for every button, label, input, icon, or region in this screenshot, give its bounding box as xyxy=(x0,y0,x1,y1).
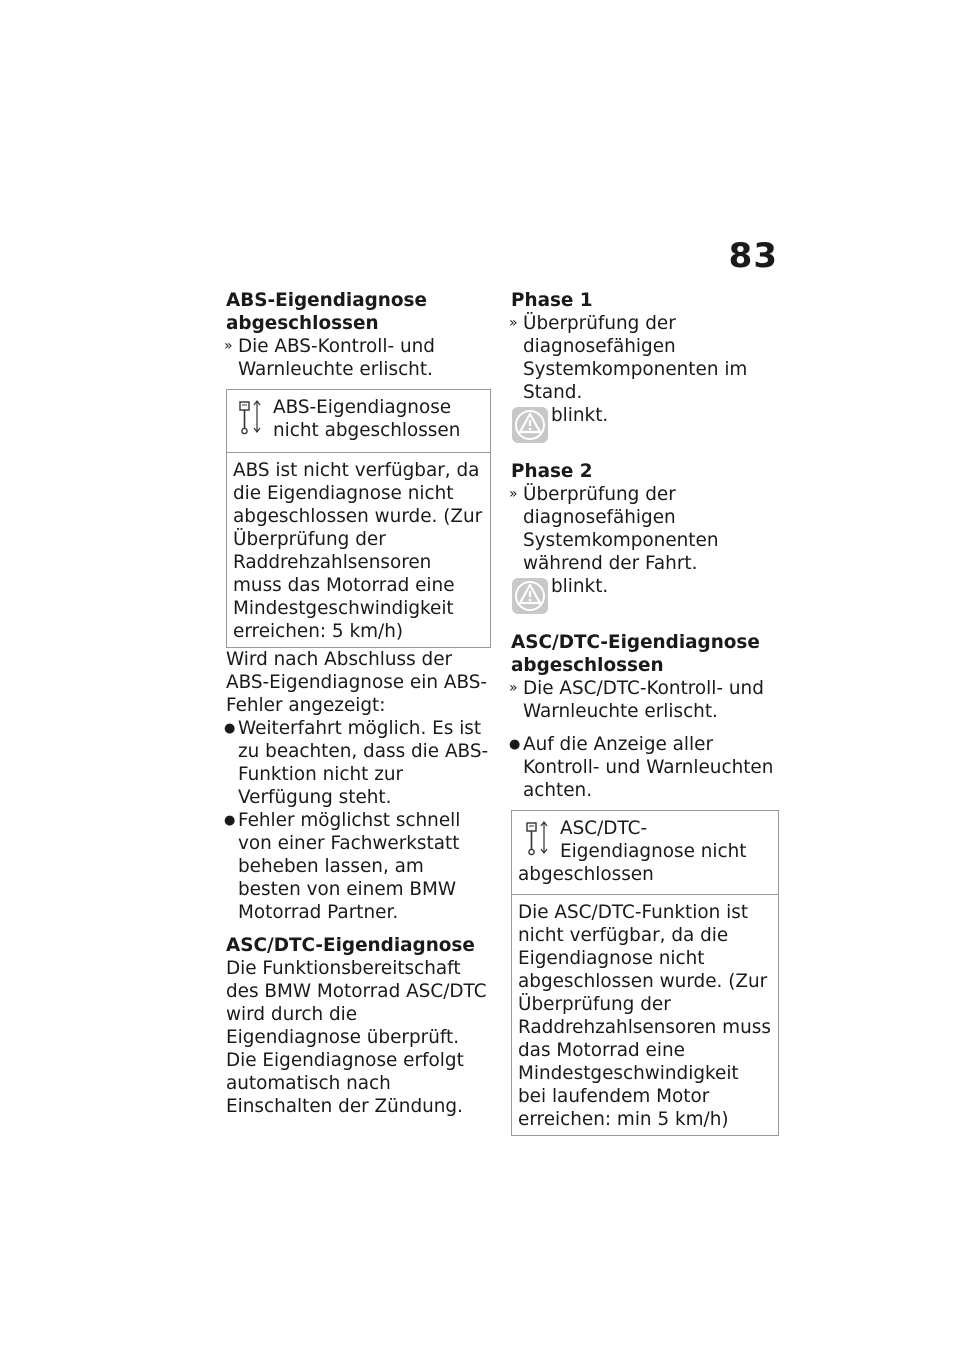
bullet-icon: ● xyxy=(224,813,236,828)
right-column xyxy=(511,289,781,1136)
abs-box-header xyxy=(227,390,490,453)
asc-bullet xyxy=(511,733,781,802)
asc-diagnosis-heading: ASC/DTC-Eigendiagnose xyxy=(226,935,475,956)
arrow-marker-icon: » xyxy=(224,338,233,354)
arrow-marker-icon: » xyxy=(509,315,518,331)
abs-done-heading: ABS-Eigendiagnose abgeschlossen xyxy=(226,290,427,334)
left-column xyxy=(226,289,490,1118)
abs-box-title: ABS-Eigendiagnose nicht abgeschlossen xyxy=(273,397,461,441)
abs-bullet-1-text: Weiterfahrt möglich. Es ist zu beachten, dass die ABS-Funktion nicht zur Verfügung steht. xyxy=(238,718,489,808)
gauge-info-icon xyxy=(237,398,267,436)
phase1-heading: Phase 1 xyxy=(511,290,593,311)
abs-done-step xyxy=(226,335,490,381)
abs-not-done-box xyxy=(226,389,491,648)
asc-done-step-text: Die ASC/DTC-Kontroll- und Warnleuchte erlischt. xyxy=(523,678,764,722)
bullet-icon: ● xyxy=(224,721,236,736)
abs-done-step-text: Die ABS-Kontroll- und Warnleuchte erlischt. xyxy=(238,336,435,380)
warning-light-icon xyxy=(511,406,549,444)
bullet-icon: ● xyxy=(509,737,521,752)
phase2-step xyxy=(511,483,781,575)
phase1-warning xyxy=(511,404,781,448)
abs-bullet-1 xyxy=(226,717,490,809)
asc-box-body: Die ASC/DTC-Funktion ist nicht verfügbar, da die Eigendiagnose nicht abgeschlossen wurde. (Zur Überprüfung der Raddrehzahlsensoren muss das Motorrad eine Mindestgeschwindigkeit bei laufendem Motor erreichen: min 5 km/h) xyxy=(518,902,771,1130)
arrow-marker-icon: » xyxy=(509,680,518,696)
asc-diagnosis-text: Die Funktionsbereitschaft des BMW Motorrad ASC/DTC wird durch die Eigendiagnose überprüft. Die Eigendiagnose erfolgt automatisch nach Einschalten der Zündung. xyxy=(226,958,487,1117)
warning-light-icon xyxy=(511,577,549,615)
phase1-step-text: Überprüfung der diagnosefähigen Systemkomponenten im Stand. xyxy=(523,313,748,403)
abs-box-body: ABS ist nicht verfügbar, da die Eigendiagnose nicht abgeschlossen wurde. (Zur Überprüfung der Raddrehzahlsensoren muss das Motorrad eine Mindestgeschwindigkeit erreichen: 5 km/h) xyxy=(233,460,483,642)
arrow-marker-icon: » xyxy=(509,486,518,502)
page-number: 83 xyxy=(728,236,778,276)
phase2-blink-text: blinkt. xyxy=(551,576,609,597)
asc-box-title: ASC/DTC-Eigendiagnose nicht abgeschlossen xyxy=(518,818,747,885)
phase2-heading: Phase 2 xyxy=(511,461,593,482)
asc-bullet-text: Auf die Anzeige aller Kontroll- und Warnleuchten achten. xyxy=(523,734,774,801)
asc-done-step xyxy=(511,677,781,723)
abs-bullet-2-text: Fehler möglichst schnell von einer Fachwerkstatt beheben lassen, am besten von einem BMW Motorrad Partner. xyxy=(238,810,461,923)
phase2-step-text: Überprüfung der diagnosefähigen Systemkomponenten während der Fahrt. xyxy=(523,484,719,574)
abs-error-intro: Wird nach Abschluss der ABS-Eigendiagnose ein ABS-Fehler angezeigt: xyxy=(226,649,488,716)
phase1-step xyxy=(511,312,781,404)
asc-box-header xyxy=(512,811,778,895)
phase2-warning xyxy=(511,575,781,619)
phase1-blink-text: blinkt. xyxy=(551,405,609,426)
asc-not-done-box xyxy=(511,810,779,1136)
asc-done-heading: ASC/DTC-Eigendiagnose abgeschlossen xyxy=(511,632,760,676)
gauge-info-icon xyxy=(524,819,554,857)
abs-bullet-2 xyxy=(226,809,490,924)
